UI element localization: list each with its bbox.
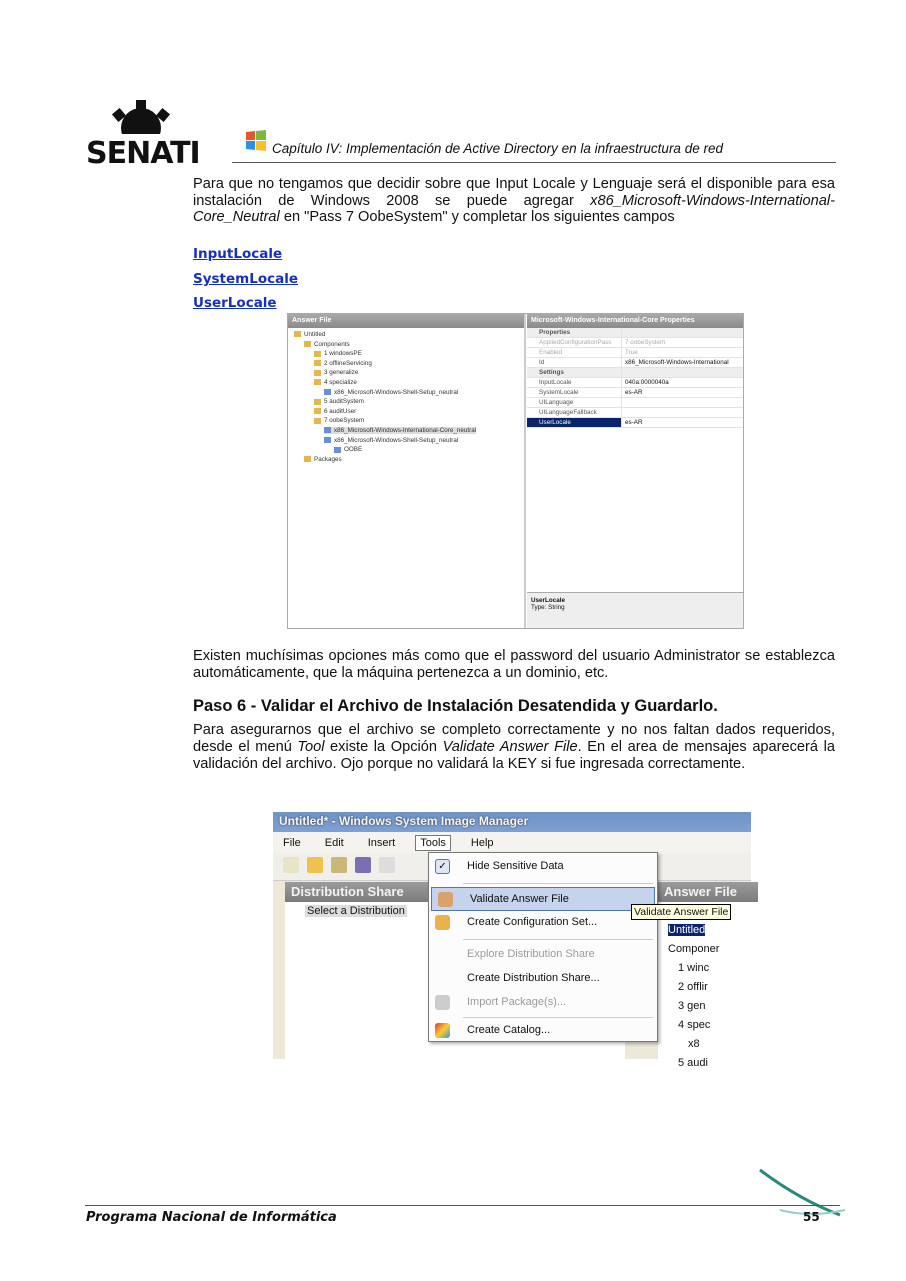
property-row[interactable] — [527, 408, 743, 418]
tree-node[interactable]: 3 generalize — [314, 369, 358, 376]
tree-node[interactable]: x86_Microsoft-Windows-Shell-Setup_neutral — [324, 389, 458, 396]
folder-icon — [314, 408, 321, 414]
property-key: Enabled — [527, 348, 622, 357]
property-row[interactable] — [527, 368, 743, 378]
property-key: InputLocale — [527, 378, 622, 387]
menu-bar — [273, 832, 751, 853]
menu-insert[interactable]: Insert — [367, 836, 396, 849]
tree-node[interactable]: 4 spec — [678, 1019, 711, 1031]
footer-text: Programa Nacional de Informática — [86, 1210, 337, 1225]
tree-title: Answer File — [288, 314, 524, 328]
menu-tools[interactable]: Tools — [415, 835, 451, 851]
windows-logo-icon — [244, 128, 268, 152]
answer-file-screenshot — [287, 313, 744, 629]
menu-item-create-configuration-set[interactable]: Create Configuration Set... — [429, 911, 657, 935]
select-distribution-item[interactable]: Select a Distribution — [307, 905, 405, 917]
property-value — [622, 408, 743, 417]
menu-item-import-packages[interactable]: Import Package(s)... — [429, 991, 657, 1015]
save-icon[interactable] — [355, 857, 371, 873]
shield-icon — [435, 1023, 450, 1038]
property-value: es-AR — [625, 419, 643, 426]
link-inputlocale[interactable]: InputLocale — [193, 246, 283, 262]
link-userlocale[interactable]: UserLocale — [193, 295, 277, 311]
pane-title: Distribution Share — [285, 882, 625, 902]
menu-item-create-distribution-share[interactable]: Create Distribution Share... — [467, 972, 600, 984]
props-title: Microsoft-Windows-International-Core Properties — [527, 314, 743, 328]
footer-divider — [85, 1205, 840, 1206]
check-icon: ✓ — [435, 859, 450, 874]
tree-node[interactable]: Componer — [668, 943, 720, 955]
answer-file-tree — [288, 314, 526, 628]
component-icon — [324, 389, 331, 395]
property-value — [622, 368, 743, 377]
page-number: 55 — [803, 1210, 820, 1224]
menu-item-validate-answer-file[interactable]: Validate Answer File — [431, 887, 655, 911]
tree-node[interactable]: x8 — [688, 1038, 700, 1050]
property-info — [527, 592, 743, 628]
tree-node[interactable]: Packages — [304, 456, 342, 463]
tree-node[interactable]: 1 windowsPE — [314, 350, 362, 357]
property-value — [622, 398, 743, 407]
folder-icon — [314, 370, 321, 376]
tree-node[interactable]: OOBE — [334, 446, 362, 453]
property-key: UILanguageFallback — [527, 408, 622, 417]
logo-text: SENATI — [86, 136, 200, 171]
info-type: Type: String — [531, 604, 565, 611]
paragraph-options: Existen muchísimas opciones más como que el password del usuario Administrator se establezca automáticamente, que la máquina pertenezca a un dominio, etc. — [193, 648, 835, 681]
folder-icon — [314, 360, 321, 366]
property-row[interactable] — [527, 378, 743, 388]
package-icon — [435, 995, 450, 1010]
component-icon — [334, 447, 341, 453]
separator — [463, 939, 653, 940]
tree-node[interactable]: 5 auditSystem — [314, 398, 364, 405]
section-heading: Paso 6 - Validar el Archivo de Instalación Desatendida y Guardarlo. — [193, 697, 718, 715]
tree-node[interactable]: Untitled — [668, 924, 706, 936]
tools-menu — [428, 852, 658, 1042]
tree-node[interactable]: 2 offlineServicing — [314, 360, 372, 367]
menu-help[interactable]: Help — [470, 836, 494, 849]
info-title: UserLocale — [531, 597, 565, 604]
property-row[interactable] — [527, 358, 743, 368]
wsim-screenshot — [273, 812, 751, 1069]
component-icon — [324, 427, 331, 433]
property-key: Properties — [527, 328, 622, 337]
folder-icon — [294, 331, 301, 337]
header-divider — [232, 162, 836, 163]
config-set-icon — [435, 915, 450, 930]
property-value: 040a:0000040a — [625, 379, 669, 386]
property-key: AppliedConfigurationPass — [527, 338, 622, 347]
link-systemlocale[interactable]: SystemLocale — [193, 271, 299, 287]
open-folder-icon[interactable] — [307, 857, 323, 873]
property-row[interactable] — [527, 418, 743, 428]
tree-node[interactable]: 2 offlir — [678, 981, 708, 993]
menu-item-create-catalog[interactable]: Create Catalog... — [429, 1019, 657, 1043]
tooltip: Validate Answer File — [631, 904, 731, 920]
folder-icon — [304, 456, 311, 462]
tree-node[interactable]: 3 gen — [678, 1000, 706, 1012]
property-row[interactable] — [527, 398, 743, 408]
tree-node[interactable]: Untitled — [294, 331, 325, 338]
property-key: Settings — [527, 368, 622, 377]
property-key: UserLocale — [527, 418, 622, 427]
property-key: Id — [527, 358, 622, 367]
property-value: es-AR — [625, 389, 643, 396]
property-value: 7 oobeSystem — [625, 339, 666, 346]
component-icon — [324, 437, 331, 443]
folder-icon — [304, 341, 311, 347]
property-row[interactable] — [527, 328, 743, 338]
pane-title: Answer File — [658, 882, 758, 902]
folder-icon — [314, 379, 321, 385]
folder-icon — [314, 351, 321, 357]
tree-node[interactable]: 6 auditUser — [314, 408, 356, 415]
property-row[interactable] — [527, 338, 743, 348]
save-all-icon[interactable] — [331, 857, 347, 873]
folder-icon — [314, 418, 321, 424]
tree-node[interactable]: 1 winc — [678, 962, 710, 974]
property-key: UILanguage — [527, 398, 622, 407]
new-icon[interactable] — [283, 857, 299, 873]
tree-node[interactable]: Components — [304, 341, 350, 348]
property-value: x86_Microsoft-Windows-International — [625, 359, 729, 366]
chapter-title: Capítulo IV: Implementación de Active Directory en la infraestructura de red — [272, 141, 723, 156]
tree-node[interactable]: 7 oobeSystem — [314, 417, 364, 424]
property-value: True — [625, 349, 638, 356]
property-row[interactable] — [527, 348, 743, 358]
property-row[interactable] — [527, 388, 743, 398]
menu-item-explore-distribution-share[interactable]: Explore Distribution Share — [467, 948, 595, 960]
intro-paragraph: Para que no tengamos que decidir sobre que Input Locale y Lenguaje será el disponible para esa instalación de Windows 2008 se puede agregar x86_Microsoft-Windows-International-Core_Neutral en "Pass 7 OobeSystem" y completar los siguientes campos — [193, 176, 835, 225]
separator — [463, 1017, 653, 1018]
tree-node[interactable]: 4 specialize — [314, 379, 357, 386]
cut-icon[interactable] — [379, 857, 395, 873]
separator — [463, 883, 653, 884]
window-title: Untitled* - Windows System Image Manager — [273, 812, 751, 832]
tree-node[interactable]: x86_Microsoft-Windows-International-Core_neutral — [324, 427, 476, 434]
tree-node[interactable]: 5 audi — [678, 1057, 708, 1069]
property-key: SystemLocale — [527, 388, 622, 397]
menu-item-hide-sensitive-data[interactable]: ✓ Hide Sensitive Data — [429, 855, 657, 879]
menu-edit[interactable]: Edit — [324, 836, 344, 849]
folder-icon — [314, 399, 321, 405]
menu-file[interactable]: File — [283, 836, 301, 849]
properties-pane — [527, 314, 743, 628]
validate-icon — [438, 892, 453, 907]
property-value — [622, 328, 743, 337]
tree-node[interactable]: x86_Microsoft-Windows-Shell-Setup_neutral — [324, 437, 458, 444]
paragraph-validate: Para asegurarnos que el archivo se completo correctamente y no nos faltan dados requeridos, desde el menú Tool existe la Opción Validate Answer File. En el area de mensajes aparecerá la validación del archivo. Ojo porque no validará la KEY si fue ingresada correctamente. — [193, 722, 835, 772]
